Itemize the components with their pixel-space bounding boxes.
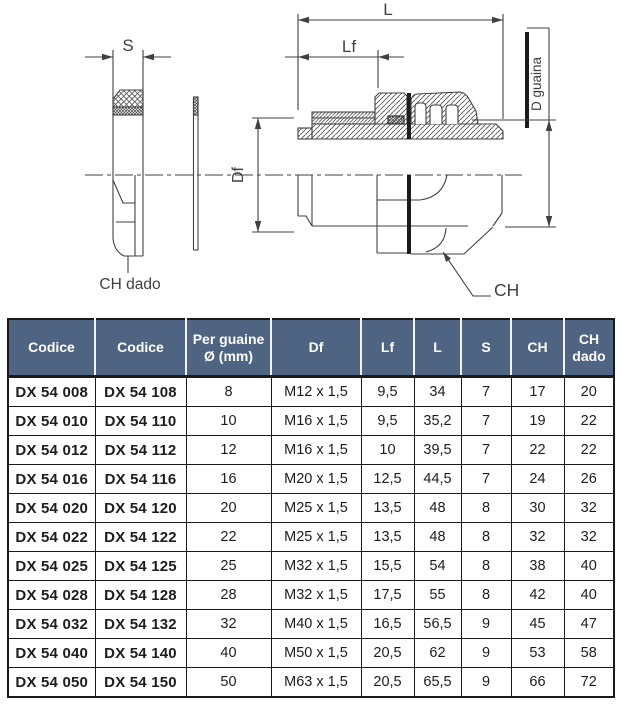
cell-ch-dado: 40: [564, 552, 614, 581]
column-header-lf: Lf: [361, 319, 414, 377]
cell-codice-2: DX 54 150: [95, 668, 186, 698]
cell-lf: 9,5: [361, 407, 414, 436]
cell-codice-2: DX 54 140: [95, 639, 186, 668]
cell-ch-dado: 40: [564, 581, 614, 610]
cell-lf: 16,5: [361, 610, 414, 639]
cell-per-guaine: 32: [186, 610, 271, 639]
cell-codice-2: DX 54 122: [95, 523, 186, 552]
technical-drawing: [0, 0, 621, 312]
dim-label-l: L: [383, 0, 393, 19]
column-header-s: S: [461, 319, 511, 377]
cell-df: M25 x 1,5: [271, 523, 361, 552]
column-header-per-guaine: Per guaine Ø (mm): [186, 319, 271, 377]
cell-lf: 10: [361, 436, 414, 465]
table-header-row: [8, 319, 614, 377]
cell-codice-1: DX 54 028: [8, 581, 95, 610]
cell-codice-2: DX 54 128: [95, 581, 186, 610]
cell-lf: 20,5: [361, 639, 414, 668]
column-header-ch-dado: CH dado: [564, 319, 614, 377]
dim-label-s: S: [122, 36, 134, 55]
cell-per-guaine: 16: [186, 465, 271, 494]
cell-codice-2: DX 54 110: [95, 407, 186, 436]
cell-ch-dado: 26: [564, 465, 614, 494]
cell-per-guaine: 8: [186, 377, 271, 407]
table-row: [8, 377, 614, 407]
table-row: [8, 610, 614, 639]
cell-l: 35,2: [414, 407, 461, 436]
cell-ch: 30: [511, 494, 564, 523]
dim-label-df: Df: [230, 167, 247, 183]
cell-df: M16 x 1,5: [271, 436, 361, 465]
cell-codice-1: DX 54 025: [8, 552, 95, 581]
cell-ch-dado: 72: [564, 668, 614, 698]
ch-dado-leader: [99, 256, 160, 293]
cell-s: 8: [461, 523, 511, 552]
cell-l: 65,5: [414, 668, 461, 698]
cell-codice-1: DX 54 010: [8, 407, 95, 436]
cell-s: 7: [461, 465, 511, 494]
cell-s: 8: [461, 581, 511, 610]
cell-codice-1: DX 54 022: [8, 523, 95, 552]
dimension-df: [230, 118, 294, 232]
diagram-area: [0, 0, 621, 312]
cell-ch-dado: 22: [564, 436, 614, 465]
gland-body-section-view: [298, 92, 503, 254]
cell-lf: 9,5: [361, 377, 414, 407]
cell-l: 62: [414, 639, 461, 668]
cell-df: M32 x 1,5: [271, 552, 361, 581]
cell-df: M63 x 1,5: [271, 668, 361, 698]
dimension-s: [85, 36, 171, 60]
cell-l: 48: [414, 494, 461, 523]
cell-df: M50 x 1,5: [271, 639, 361, 668]
table-row: [8, 523, 614, 552]
cell-codice-1: DX 54 050: [8, 668, 95, 698]
cell-ch-dado: 32: [564, 494, 614, 523]
dim-label-lf: Lf: [341, 37, 357, 56]
cell-s: 9: [461, 610, 511, 639]
cell-lf: 13,5: [361, 494, 414, 523]
cell-codice-2: DX 54 125: [95, 552, 186, 581]
cell-s: 9: [461, 639, 511, 668]
cell-codice-1: DX 54 040: [8, 639, 95, 668]
cell-ch: 22: [511, 436, 564, 465]
cell-per-guaine: 10: [186, 407, 271, 436]
column-header-l: L: [414, 319, 461, 377]
cell-codice-1: DX 54 012: [8, 436, 95, 465]
table-row: [8, 552, 614, 581]
cell-df: M32 x 1,5: [271, 581, 361, 610]
cell-per-guaine: 20: [186, 494, 271, 523]
ch-leader: [443, 252, 519, 300]
cell-codice-1: DX 54 032: [8, 610, 95, 639]
cell-per-guaine: 12: [186, 436, 271, 465]
cell-codice-2: DX 54 112: [95, 436, 186, 465]
cell-ch: 38: [511, 552, 564, 581]
cell-l: 56,5: [414, 610, 461, 639]
nut-section-view: [113, 50, 143, 256]
cell-s: 7: [461, 407, 511, 436]
cell-ch-dado: 22: [564, 407, 614, 436]
cell-l: 54: [414, 552, 461, 581]
ch-dado-label: CH dado: [99, 276, 161, 293]
cell-l: 55: [414, 581, 461, 610]
cell-df: M16 x 1,5: [271, 407, 361, 436]
table-header: [8, 319, 614, 377]
cell-ch: 66: [511, 668, 564, 698]
cell-s: 8: [461, 552, 511, 581]
cell-lf: 20,5: [361, 668, 414, 698]
cell-codice-2: DX 54 120: [95, 494, 186, 523]
column-header-ch: CH: [511, 319, 564, 377]
cell-per-guaine: 28: [186, 581, 271, 610]
cell-codice-1: DX 54 020: [8, 494, 95, 523]
table-body: [8, 377, 614, 698]
cell-df: M25 x 1,5: [271, 494, 361, 523]
dimension-lf: [285, 37, 404, 88]
cell-per-guaine: 25: [186, 552, 271, 581]
cell-codice-2: DX 54 132: [95, 610, 186, 639]
cell-ch: 42: [511, 581, 564, 610]
table-row: [8, 668, 614, 698]
cell-df: M20 x 1,5: [271, 465, 361, 494]
cell-ch: 32: [511, 523, 564, 552]
cell-per-guaine: 50: [186, 668, 271, 698]
cell-ch: 17: [511, 377, 564, 407]
table-row: [8, 639, 614, 668]
cell-s: 7: [461, 377, 511, 407]
cell-lf: 17,5: [361, 581, 414, 610]
cell-df: M40 x 1,5: [271, 610, 361, 639]
cell-lf: 15,5: [361, 552, 414, 581]
cell-l: 39,5: [414, 436, 461, 465]
table-row: [8, 581, 614, 610]
dim-label-d-guaina: D guaina: [529, 56, 544, 112]
cell-ch-dado: 20: [564, 377, 614, 407]
cell-l: 48: [414, 523, 461, 552]
cell-ch-dado: 58: [564, 639, 614, 668]
cell-ch-dado: 47: [564, 610, 614, 639]
table-row: [8, 407, 614, 436]
cell-l: 44,5: [414, 465, 461, 494]
ch-label: CH: [494, 280, 520, 300]
washer-section-view: [194, 97, 199, 250]
cell-per-guaine: 22: [186, 523, 271, 552]
cell-per-guaine: 40: [186, 639, 271, 668]
column-header-codice-1: Codice: [8, 319, 95, 377]
table-row: [8, 465, 614, 494]
cell-codice-2: DX 54 108: [95, 377, 186, 407]
cell-lf: 12,5: [361, 465, 414, 494]
table-row: [8, 436, 614, 465]
cell-s: 7: [461, 436, 511, 465]
column-header-codice-2: Codice: [95, 319, 186, 377]
dimensions-table: [7, 318, 615, 698]
column-header-df: Df: [271, 319, 361, 377]
cell-codice-1: DX 54 008: [8, 377, 95, 407]
cell-codice-2: DX 54 116: [95, 465, 186, 494]
cell-ch: 45: [511, 610, 564, 639]
cell-s: 9: [461, 668, 511, 698]
cell-lf: 13,5: [361, 523, 414, 552]
cell-df: M12 x 1,5: [271, 377, 361, 407]
table-row: [8, 494, 614, 523]
cell-s: 8: [461, 494, 511, 523]
cell-ch-dado: 32: [564, 523, 614, 552]
cell-l: 34: [414, 377, 461, 407]
cell-ch: 19: [511, 407, 564, 436]
cell-codice-1: DX 54 016: [8, 465, 95, 494]
cell-ch: 24: [511, 465, 564, 494]
cell-ch: 53: [511, 639, 564, 668]
